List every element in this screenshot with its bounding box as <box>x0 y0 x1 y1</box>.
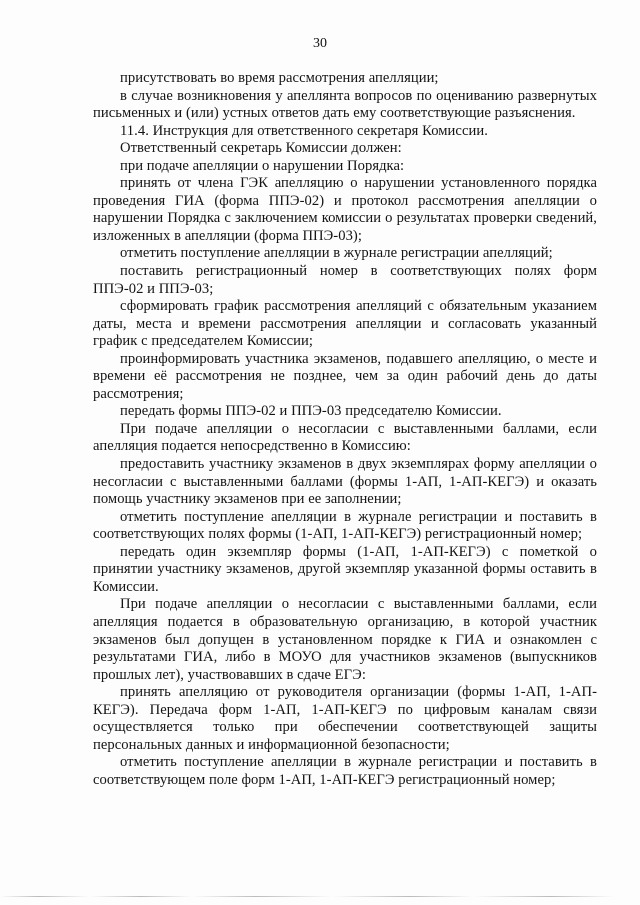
paragraph: передать формы ППЭ-02 и ППЭ-03 председателю Комиссии. <box>120 403 502 420</box>
scan-edge-line <box>0 896 640 897</box>
paragraph: при подаче апелляции о нарушении Порядка: <box>120 157 405 174</box>
paragraph: поставить регистрационный номер в соответствующих полях форм ППЭ-02 и ППЭ-03; <box>93 263 597 297</box>
paragraph: При подаче апелляции о несогласии с выставленными баллами, если апелляция подается непосредственно в Комиссию: <box>93 420 597 455</box>
section-heading: 11.4. Инструкция для ответственного секретаря Комиссии. <box>120 122 488 139</box>
page-number: 30 <box>313 36 327 51</box>
paragraph: Ответственный секретарь Комиссии должен: <box>120 140 402 157</box>
paragraph: принять апелляцию от руководителя организации (формы 1-АП, 1-АП-КЕГЭ). Передача форм 1-АП, 1-АП-КЕГЭ по цифровым каналам связи осуществляется только при обеспечении соответствующей защиты персональных данных и информационной безопасности; <box>93 684 597 753</box>
paragraph: отметить поступление апелляции в журнале регистрации и поставить в соответствующем поле форм 1-АП, 1-АП-КЕГЭ регистрационный номер; <box>93 754 597 788</box>
paragraph: передать один экземпляр формы (1-АП, 1-АП-КЕГЭ) с пометкой о принятии участнику экзаменов, другой экземпляр указанной формы оставить в Комиссии. <box>93 543 597 595</box>
paragraph: присутствовать во время рассмотрения апелляции; <box>120 70 439 86</box>
paragraph: предоставить участнику экзаменов в двух экземплярах форму апелляции о несогласии с выставленными баллами (формы 1-АП, 1-АП-КЕГЭ) и оказать помощь участнику экзаменов при ее заполнении; <box>93 456 597 508</box>
paragraph: принять от члена ГЭК апелляцию о нарушении установленного порядка проведения ГИА (форма ППЭ-02) и протокол рассмотрения апелляции о нарушении Порядка с заключением комиссии о результатах проверки сведений, изложенных в апелляции (форма ППЭ-03); <box>93 175 597 244</box>
paragraph: отметить поступление апелляции в журнале регистрации и поставить в соответствующих полях формы (1-АП, 1-АП-КЕГЭ) регистрационный номер; <box>93 508 597 543</box>
paragraph: в случае возникновения у апеллянта вопросов по оцениванию развернутых письменных и (или) устных ответов дать ему соответствующие разъяснения. <box>93 87 597 122</box>
paragraph: проинформировать участника экзаменов, подавшего апелляцию, о месте и времени её рассмотрения не позднее, чем за один рабочий день до даты рассмотрения; <box>93 350 597 402</box>
document-body <box>93 70 597 789</box>
paragraph: При подаче апелляции о несогласии с выставленными баллами, если апелляция подается в образовательную организацию, в которой участник экзаменов был допущен в установленном порядке к ГИА и ознакомлен с результатами ГИА, либо в МОУО для участников экзаменов (выпускников прошлых лет), участвовавших в сдаче ЕГЭ: <box>93 596 597 683</box>
paragraph: сформировать график рассмотрения апелляций с обязательным указанием даты, места и времени рассмотрения апелляции и согласовать указанный график с председателем Комиссии; <box>93 298 597 350</box>
paragraph: отметить поступление апелляции в журнале регистрации апелляций; <box>120 245 553 262</box>
